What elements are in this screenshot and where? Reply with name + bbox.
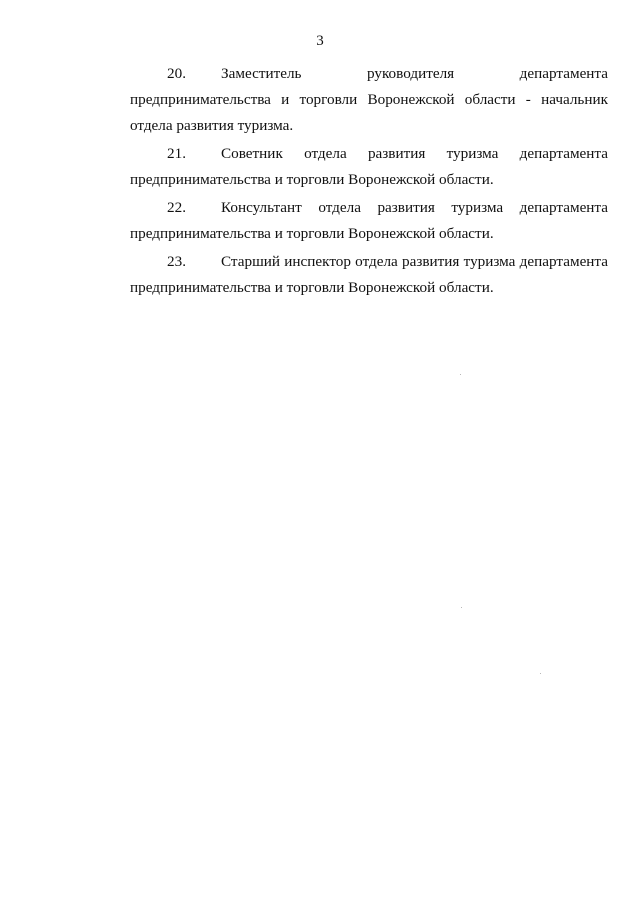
- list-item: [130, 249, 608, 301]
- list-item: [130, 141, 608, 193]
- item-number: 22.: [167, 199, 186, 216]
- item-text: Советник отдела развития туризма департамента предпринимательства и торговли Воронежской области.: [130, 145, 608, 188]
- item-number: 20.: [167, 65, 186, 82]
- item-text: Заместитель руководителя департамента предпринимательства и торговли Воронежской области - начальник отдела развития туризма.: [130, 65, 608, 134]
- list-item: [130, 61, 608, 139]
- position-list: [130, 61, 608, 303]
- item-number: 21.: [167, 145, 186, 162]
- page-number: 3: [316, 33, 324, 49]
- item-text: Старший инспектор отдела развития туризма департамента предпринимательства и торговли Воронежской области.: [130, 253, 608, 296]
- scan-speck: [460, 374, 461, 375]
- item-number: 23.: [167, 253, 186, 270]
- scan-speck: [461, 607, 462, 608]
- scan-speck: [540, 673, 541, 674]
- list-item: [130, 195, 608, 247]
- item-text: Консультант отдела развития туризма департамента предпринимательства и торговли Воронежской области.: [130, 199, 608, 242]
